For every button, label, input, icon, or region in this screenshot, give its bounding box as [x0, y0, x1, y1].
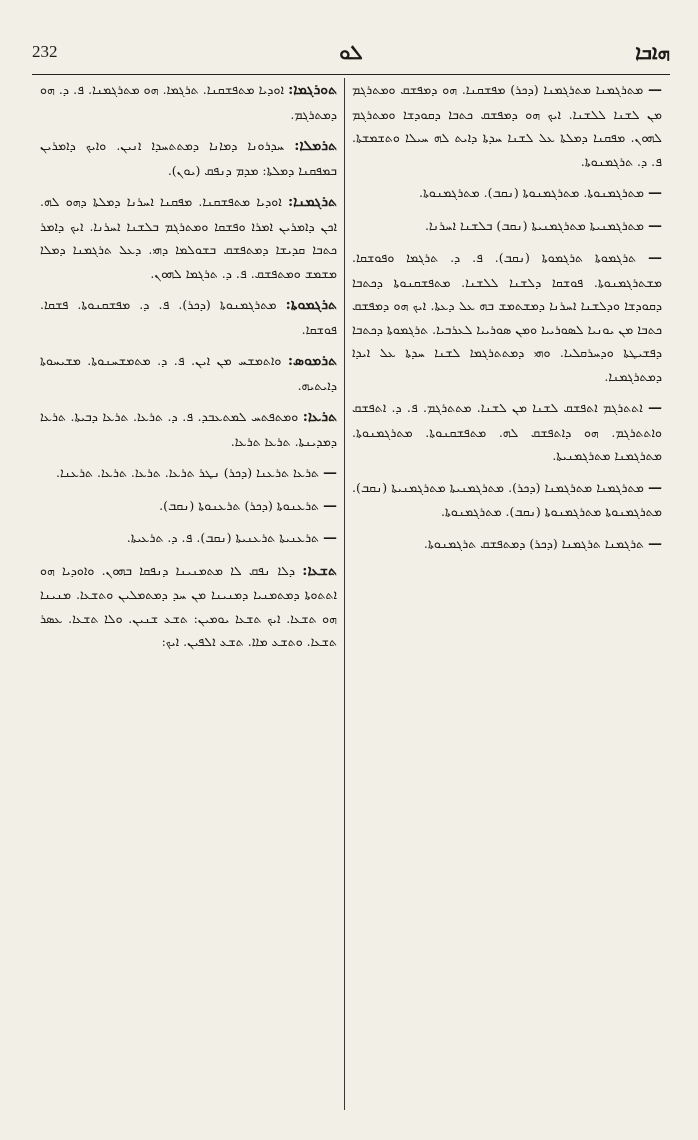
entry-headword: — [323, 465, 337, 481]
dictionary-entry [40, 134, 337, 182]
entry-definition: ܐܘܕܝܐ ܡܬܦܫܩܢܐ. ܬܪܓܡܐ. ܗܘ ܡܬܪܓܡܢܐ. ܦ. ܕ. ܗܘ ܕܡܬܪܓܡ. [40, 82, 337, 122]
dictionary-entry [40, 559, 337, 654]
entry-definition: ܚܕܪܘܢܐ ܕܡܐܢܐ ܕܡܬܬܚܕܐ ܐܢܝܢ. ܘܐܝܟ ܕܐܡܪܝܢ ܒܡܦܩܢܐ ܕܡܠܬܐ: ܡܕܡ ܕܢܦܩ (ܝܘܢ). [40, 138, 337, 178]
dictionary-entry [352, 214, 662, 239]
entry-headword: ܬܪܥܐ: [302, 409, 337, 425]
dictionary-entry [40, 461, 337, 486]
entry-definition: ܡܬܪܓܡܢܐ ܡܬܪܓܡܢܐ (ܕܟܪ). ܡܬܪܓܡܢܝܬܐ ܡܬܪܓܡܢܝܬܐ (ܢܩܒ). ܡܬܪܓܡܢܘܬܐ ܡܬܪܓܡܢܘܬܐ (ܢܩܒ). ܡܬܪܓܡܢܘܬܐ. [352, 479, 662, 519]
entry-definition: ܬܪܓܡܢܐ ܬܪܓܡܢܐ (ܕܟܪ) ܕܡܬܦܫܩ ܬܪܓܡܢܘܬܐ. [423, 535, 645, 551]
entry-headword: ܬܪܓܡܘܬܐ: [285, 297, 337, 313]
dictionary-entry [352, 476, 662, 524]
entry-headword: ܬܪܡܠܐ: [294, 138, 337, 154]
entry-definition: ܘܡܬܦܬܚ ܠܡܬܥܒܕ. ܦ. ܕ. ܬܪܥܐ. ܬܪܥܐ ܕܒܝܬܐ. ܬܪܥܐ ܕܡܕܝܢܬܐ. ܬܪܥܐ ܬܪܥܐ. [40, 409, 337, 449]
entry-definition: ܘܐܬܡܫܚ ܡܢ ܐܝܢ. ܦ. ܕ. ܡܬܡܫܚܢܘܬܐ. ܡܫܝܚܘܬܐ ܕܐܝܬܝܗ. [40, 353, 337, 393]
entry-headword: — [323, 497, 337, 514]
entry-definition: ܬܪܥܢܝܬܐ ܬܪܥܢܝܬܐ (ܢܩܒ). ܦ. ܕ. ܬܪܥܝܬܐ. [126, 530, 320, 545]
entry-definition: ܕܠܐ ܢܦܩ ܠܐ ܡܬܡܢܝܢܐ ܕܢܦܩܐ ܒܗܘܢ. ܘܐܘܕܝܐ ܗܘ ܐܬܬܘܬܐ ܕܡܬܡܢܝܐ ܕܡܢܝܢܐ ܡܢ ܚܕ ܕܡܬܡܠܝܢ ܘܬܫܥܐ. ܡܢܝܢܐ ܗܘ ܬܫܥܐ. ܐܝܟ ܬܫܥܐ ܝܘܡܝܢ: ܬܫܥ ܫܢܝܢ. ܘܠܐ ܬܫܥܐ. ܥܣܪ ܬܫܥܐ. ܘܬܫܥ ܡܐܐ. ܬܫܥ ܐܠܦܝܢ. ܐܝܟ: [40, 562, 337, 649]
dictionary-entry [352, 246, 662, 388]
entry-headword: — [648, 400, 662, 416]
entry-headword: — [648, 535, 662, 552]
dictionary-entry [352, 181, 662, 206]
dictionary-entry [40, 526, 337, 551]
entry-headword: ܬܫܥܐ: [302, 562, 337, 579]
dictionary-entry [40, 349, 337, 397]
left-column [40, 78, 337, 1110]
header-center-title: ܠܘ [339, 40, 363, 64]
entry-headword: — [648, 82, 662, 98]
entry-definition: ܐܘܕܝܐ ܡܬܦܫܩܢܐ. ܡܦܩܢܐ ܐܚܪܢܐ ܕܡܠܬܐ ܕܗܘ ܠܗ. ܐܟܢ ܕܐܡܪܝܢ ܐܡܪܐ ܘܦܫܩܐ ܘܡܬܪܓܡ ܒܠܫܢܐ ܐܚܪܢܐ. ܐܝܟ ܕܐܡܪ ܟܬܒܐ ܩܕܝܫܐ ܕܡܬܦܫܩ ܒܫܘܠܡܐ ܕܗܝ. ܕܥܠ ܬܪܓܡܢܐ ܕܡܠܐ ܡܫܡܫ ܘܡܬܦܫܩ. ܦ. ܕ. ܬܪܓܡܐ ܠܗܘܢ. [40, 194, 337, 281]
column-divider [344, 78, 345, 1110]
entry-headword: — [648, 250, 662, 266]
entry-headword: — [323, 530, 337, 546]
entry-headword: ܬܘܪܓܡܐ: [288, 82, 337, 98]
page-header [32, 42, 670, 70]
dictionary-entry [352, 532, 662, 557]
dictionary-entry [352, 396, 662, 468]
dictionary-entry [40, 190, 337, 285]
right-column [352, 78, 662, 1110]
entry-headword: — [648, 185, 662, 201]
entry-definition: ܐܬܬܪܓܡ ܐܬܦܫܩ ܠܫܢܐ ܡܢ ܠܫܢܐ. ܡܬܬܪܓܡ. ܦ. ܕ. ܐܬܦܫܩ ܘܐܬܬܪܓܡ. ܗܘ ܕܐܬܦܫܩ ܠܗ. ܡܬܦܫܩܢܘܬܐ. ܡܬܪܓܡܢܘܬܐ. ܡܬܪܓܡܢܐ ܡܬܪܓܡܢܝܬܐ. [352, 400, 662, 463]
dictionary-entry [40, 78, 337, 126]
entry-headword: ܬܪܡܘܣ: [287, 353, 337, 369]
entry-definition: ܡܬܪܓܡܢܐ ܡܬܪܓܡܢܐ (ܕܟܪ) ܡܦܫܩܢܐ. ܗܘ ܕܡܦܫܩ ܘܡܬܪܓܡ ܡܢ ܠܫܢܐ ܠܠܫܢܐ. ܐܝܟ ܗܘ ܕܡܦܫܩ ܟܬܒܐ ܕܩܘܕܫܐ ܘܡܬܪܓܡ ܠܗܘܢ. ܡܦܩܢܐ ܕܡܠܬܐ ܥܠ ܠܫܢܐ ܚܕܬܐ ܕܐܝܬ ܠܗ ܚܝܠܐ ܘܬܫܡܫܬܐ. ܦ. ܕ. ܬܪܓܡܢܘܬܐ. [352, 82, 662, 169]
running-head: ܗܐܒܐ [635, 40, 670, 64]
entry-headword: ܬܪܓܡܢܐ: [287, 194, 337, 210]
entry-definition: ܬܪܥܐ ܬܪܥܢܐ (ܕܟܪ) ܢܛܪ ܬܪܥܐ. ܬܪܥܐ. ܬܪܥܐ. ܬܪܥܢܐ. [56, 465, 320, 480]
entry-definition: ܡܬܪܓܡܢܘܬܐ. ܡܬܪܓܡܢܘܬܐ (ܢܩܒ). ܡܬܪܓܡܢܘܬܐ. [418, 185, 645, 200]
dictionary-entry [40, 293, 337, 341]
entry-definition: ܡܬܪܓܡܢܝܬܐ ܡܬܪܓܡܢܝܬܐ (ܢܩܒ) ܒܠܫܢܐ ܐܚܪܢܐ. [424, 217, 645, 233]
page-number: 232 [32, 42, 58, 61]
header-rule [32, 74, 670, 75]
dictionary-entry [40, 494, 337, 519]
entry-headword: — [648, 217, 662, 234]
entry-headword: — [647, 479, 662, 496]
entry-definition: ܬܪܓܡܘܬܐ ܬܪܓܡܘܬܐ (ܢܩܒ). ܦ. ܕ. ܬܪܓܡܐ ܘܦܘܫܩܐ. ܡܫܬܪܓܡܢܘܬܐ. ܦܘܫܩܐ ܕܠܫܢܐ ܠܠܫܢܐ. ܡܬܦܫܩܢܘܬܐ ܕܟܬܒܐ ܕܩܘܕܫܐ ܘܕܠܫܢܐ ܐܚܪܢܐ ܕܡܫܬܡܫ ܒܗ ܥܠ ܕܥܬܐ. ܐܝܟ ܗܘ ܕܡܦܫܩ ܟܬܒܐ ܡܢ ܝܘܢܝܐ ܠܣܘܪܝܝܐ ܘܡܢ ܣܘܪܝܝܐ ܠܥܪܒܝܐ. ܬܪܓܡܘܬܐ ܕܟܬܒܐ ܕܦܫܝܛܬܐ ܘܕܚܪܩܠܝܐ. ܘܗܝ ܕܡܬܬܪܓܡܐ ܠܫܢܐ ܚܕܬܐ ܥܠ ܐܝܕܐ ܕܡܬܪܓܡܢܐ. [352, 250, 662, 384]
dictionary-entry [40, 405, 337, 453]
dictionary-entry [352, 78, 662, 173]
entry-definition: ܡܬܪܓܡܢܘܬܐ (ܕܟܪ). ܦ. ܕ. ܡܦܫܩܢܘܬܐ. ܦܫܩܐ. ܦܘܫܩܐ. [40, 297, 337, 337]
entry-definition: ܬܪܥܢܘܬܐ (ܕܟܪ) ܬܪܥܢܘܬܐ (ܢܩܒ). [159, 497, 320, 513]
